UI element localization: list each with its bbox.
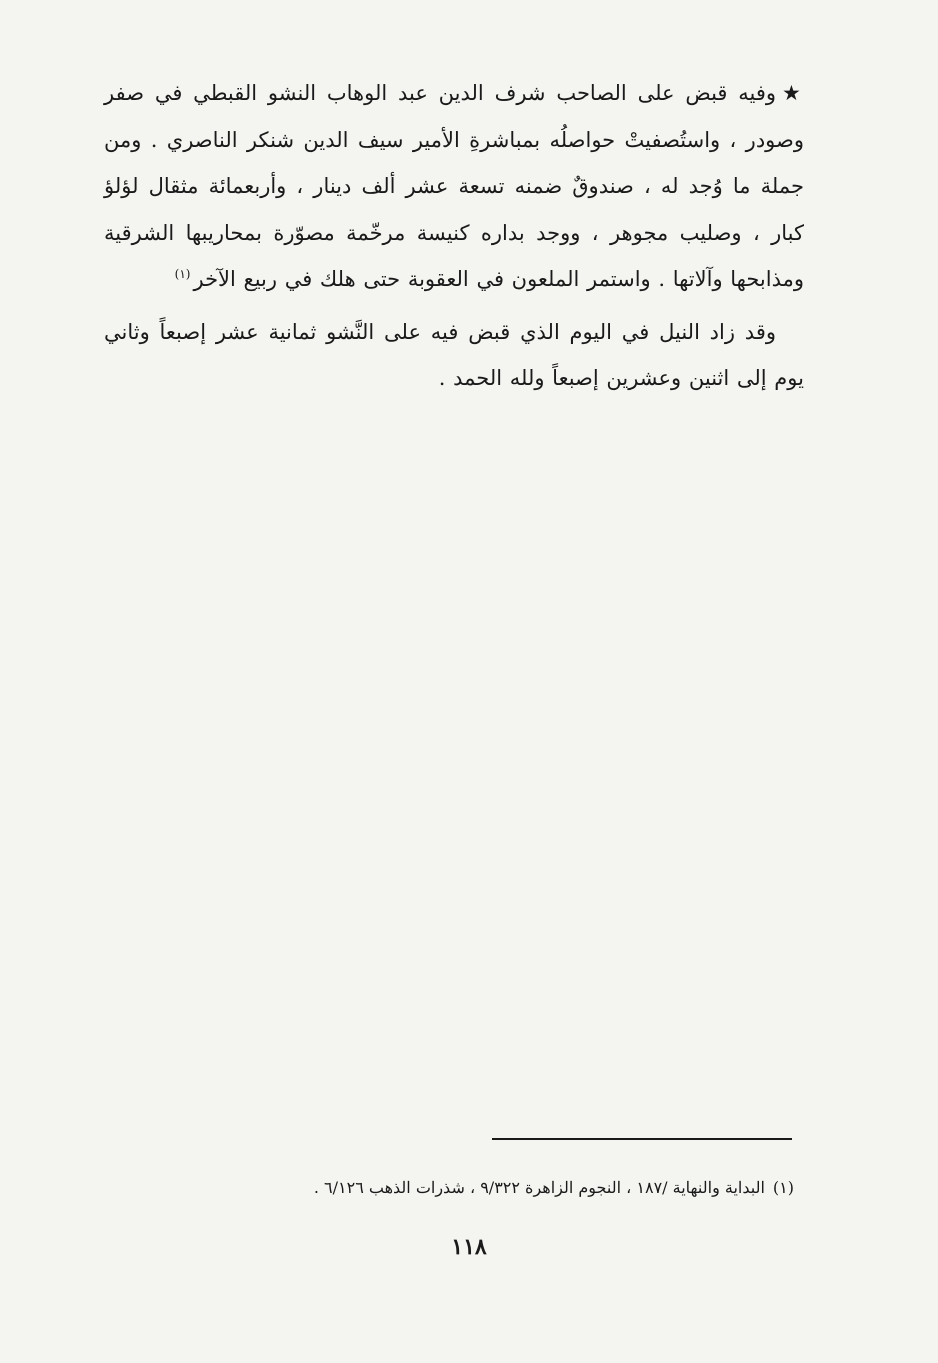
footnote-divider [492, 1138, 792, 1140]
star-icon: ★ [782, 81, 804, 105]
footnote-number: (١) [772, 1178, 794, 1197]
footnote [154, 1175, 794, 1201]
page-number: ١١٨ [451, 1234, 487, 1260]
paragraph-text: وقد زاد النيل في اليوم الذي قبض فيه على النَّشو ثمانية عشر إصبعاً وثاني يوم إلى اثنين وعشرين إصبعاً ولله الحمد . [104, 319, 804, 390]
paragraph-text: وفيه قبض على الصاحب شرف الدين عبد الوهاب النشو القبطي في صفر وصودر ، واستُصفيتْ حواصلُه بمباشرةِ الأمير سيف الدين شنكر الناصري . ومن جملة ما وُجد له ، صندوقٌ ضمنه تسعة عشر ألف دينار ، وأربعمائة مثقال لؤلؤ كبار ، وصليب مجوهر ، ووجد بداره كنيسة مرخّمة مصوّرة بمحاريبها الشرقية ومذابحها وآلاتها . واستمر الملعون في العقوبة حتى هلك في ربيع الآخر [104, 81, 805, 291]
paragraph [104, 70, 804, 303]
footnote-text: البداية والنهاية /١٨٧ ، النجوم الزاهرة ٩/٣٢٢ ، شذرات الذهب ٦/١٢٦ . [313, 1178, 765, 1197]
main-text [104, 70, 804, 402]
paragraph [104, 309, 804, 402]
footnote-reference[interactable]: (١) [174, 267, 191, 281]
